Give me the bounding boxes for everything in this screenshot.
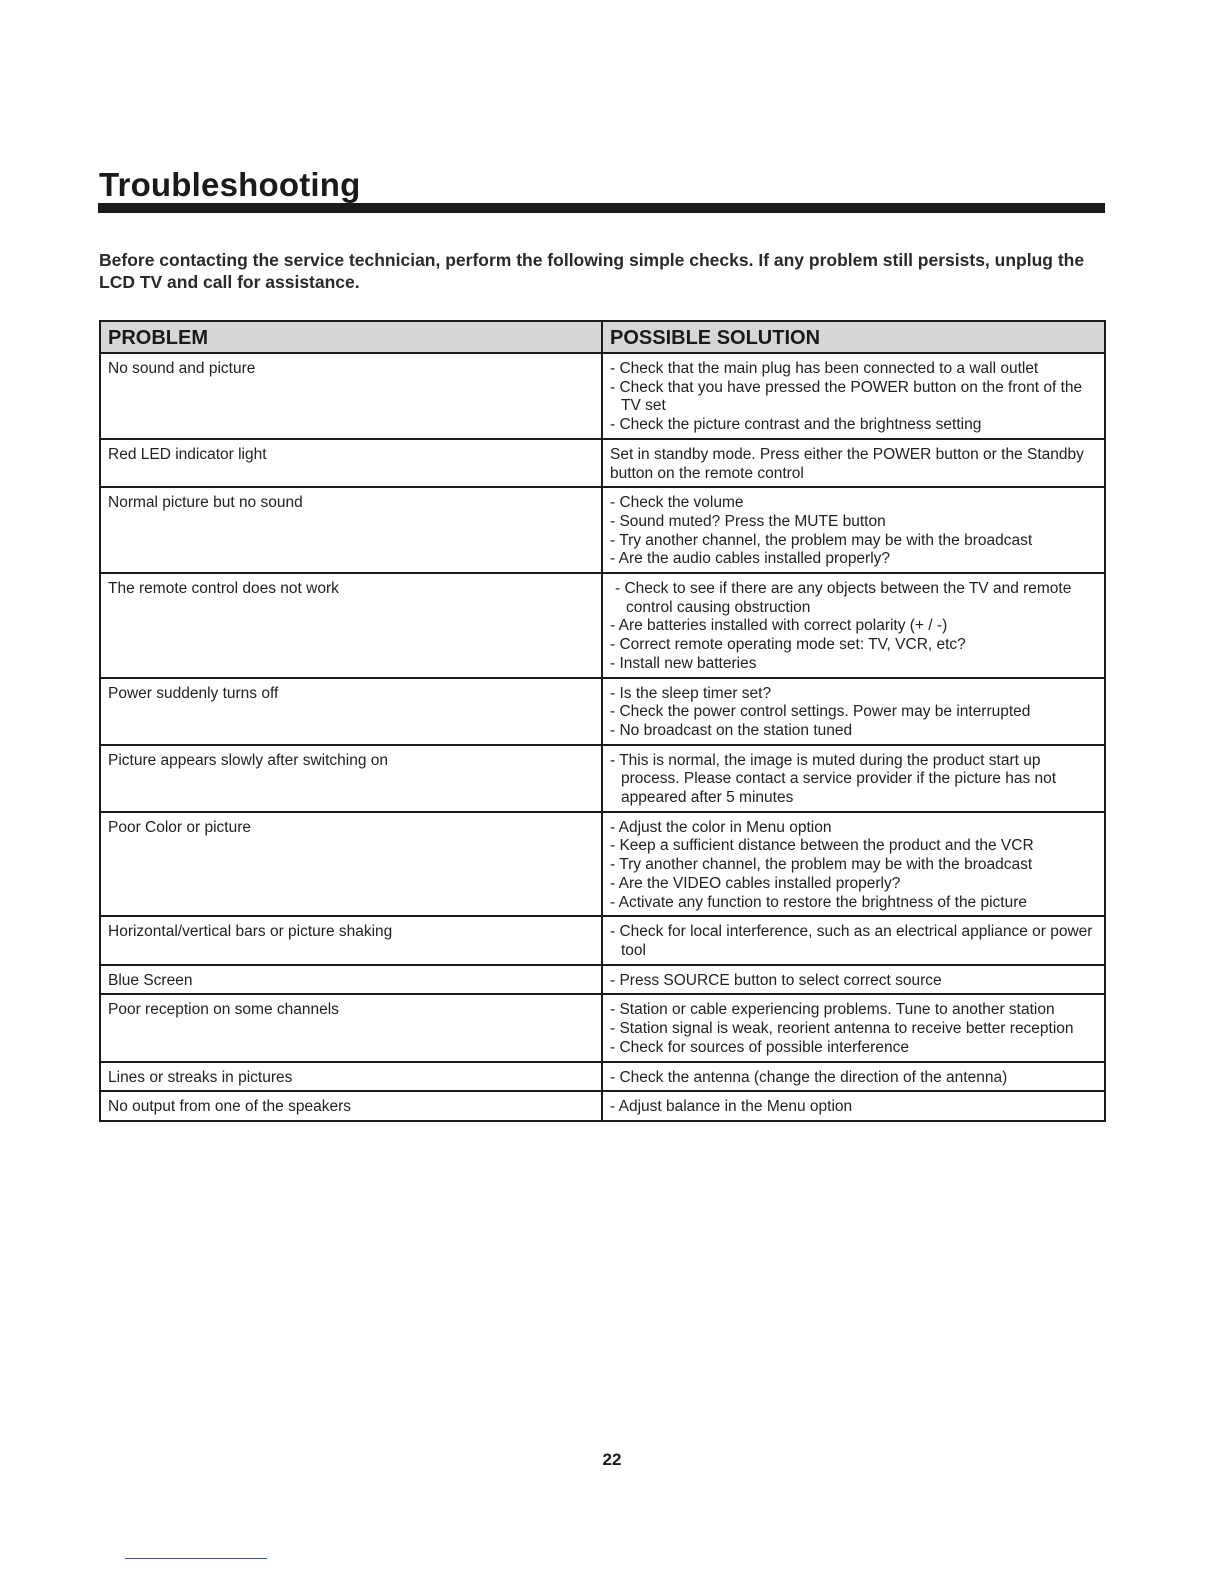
problem-cell: The remote control does not work	[100, 573, 602, 678]
problem-cell: No output from one of the speakers	[100, 1091, 602, 1121]
solution-cell	[602, 1062, 1105, 1092]
solution-item: - Are the audio cables installed properly?	[610, 550, 891, 568]
solution-item: - Activate any function to restore the brightness of the picture	[610, 893, 1028, 911]
header-possible-solution: POSSIBLE SOLUTION	[602, 321, 1105, 353]
solution-item: - Check to see if there are any objects between the TV and remote control causing obstruction	[615, 580, 1072, 616]
table-row	[100, 439, 1105, 487]
solution-cell	[602, 573, 1105, 678]
problem-cell: Red LED indicator light	[100, 439, 602, 487]
table-row	[100, 487, 1105, 573]
table-row	[100, 353, 1105, 439]
solution-item: - Check the picture contrast and the brightness setting	[610, 416, 982, 434]
solution-cell	[602, 745, 1105, 812]
solution-item: - Are the VIDEO cables installed properly?	[610, 874, 901, 892]
problem-cell: Normal picture but no sound	[100, 487, 602, 573]
solution-item: - Adjust the color in Menu option	[610, 818, 832, 836]
solution-cell	[602, 965, 1105, 995]
table-row	[100, 1091, 1105, 1121]
solution-item: - Check the power control settings. Power may be interrupted	[610, 703, 1031, 721]
title-rule	[98, 203, 1105, 213]
solution-item: - Check that you have pressed the POWER button on the front of the TV set	[610, 378, 1083, 415]
solution-item: - Check the volume	[610, 494, 744, 512]
table-row	[100, 573, 1105, 678]
table-row	[100, 994, 1105, 1061]
solution-item: Set in standby mode. Press either the POWER button or the Standby button on the remote control	[610, 445, 1084, 482]
problem-cell: No sound and picture	[100, 353, 602, 439]
solution-item: - This is normal, the image is muted during the product start up process. Please contact a service provider if the picture has not appeared after 5 minutes	[610, 751, 1057, 807]
problem-cell: Blue Screen	[100, 965, 602, 995]
solution-cell	[602, 353, 1105, 439]
solution-item: - Try another channel, the problem may be with the broadcast	[610, 856, 1033, 874]
solution-item: - Is the sleep timer set?	[610, 684, 772, 702]
solution-cell	[602, 812, 1105, 917]
solution-item: - Station or cable experiencing problems. Tune to another station	[610, 1001, 1055, 1019]
table-row	[100, 745, 1105, 812]
problem-cell: Poor reception on some channels	[100, 994, 602, 1061]
problem-cell: Poor Color or picture	[100, 812, 602, 917]
solution-item: - Check for sources of possible interference	[610, 1038, 909, 1056]
solution-item: - No broadcast on the station tuned	[610, 721, 853, 739]
solution-item: - Press SOURCE button to select correct source	[610, 971, 942, 989]
solution-cell	[602, 1091, 1105, 1121]
solution-item: - Station signal is weak, reorient antenna to receive better reception	[610, 1020, 1074, 1038]
problem-cell: Picture appears slowly after switching on	[100, 745, 602, 812]
solution-item: - Keep a sufficient distance between the product and the VCR	[610, 837, 1034, 855]
footnote-rule	[125, 1558, 267, 1559]
page-number: 22	[602, 1450, 622, 1469]
table-row	[100, 965, 1105, 995]
solution-item: - Sound muted? Press the MUTE button	[610, 512, 886, 530]
solution-cell	[602, 487, 1105, 573]
solution-item: - Adjust balance in the Menu option	[610, 1098, 853, 1116]
solution-item: - Install new batteries	[610, 654, 757, 672]
table-body	[100, 353, 1105, 1121]
table-row	[100, 678, 1105, 745]
table-row	[100, 812, 1105, 917]
table-row	[100, 916, 1105, 964]
header-problem: PROBLEM	[100, 321, 602, 353]
solution-cell	[602, 994, 1105, 1061]
table-header-row	[100, 321, 1105, 353]
problem-cell: Power suddenly turns off	[100, 678, 602, 745]
solution-item: - Try another channel, the problem may be with the broadcast	[610, 531, 1033, 549]
solution-item: - Check for local interference, such as an electrical appliance or power tool	[610, 923, 1093, 959]
solution-item: - Are batteries installed with correct polarity (+ / -)	[610, 617, 948, 635]
solution-item: - Correct remote operating mode set: TV, VCR, etc?	[610, 636, 966, 654]
solution-cell	[602, 916, 1105, 964]
solution-item: - Check the antenna (change the direction of the antenna)	[610, 1068, 1008, 1086]
troubleshooting-table	[99, 320, 1106, 1122]
intro-paragraph: Before contacting the service technician, perform the following simple checks. If any problem still persists, unplug the LCD TV and call for assistance.	[99, 250, 1085, 292]
problem-cell: Horizontal/vertical bars or picture shaking	[100, 916, 602, 964]
table-row	[100, 1062, 1105, 1092]
solution-item: - Check that the main plug has been connected to a wall outlet	[610, 360, 1039, 377]
page-title: Troubleshooting	[99, 166, 361, 203]
solution-cell	[602, 439, 1105, 487]
problem-cell: Lines or streaks in pictures	[100, 1062, 602, 1092]
solution-cell	[602, 678, 1105, 745]
